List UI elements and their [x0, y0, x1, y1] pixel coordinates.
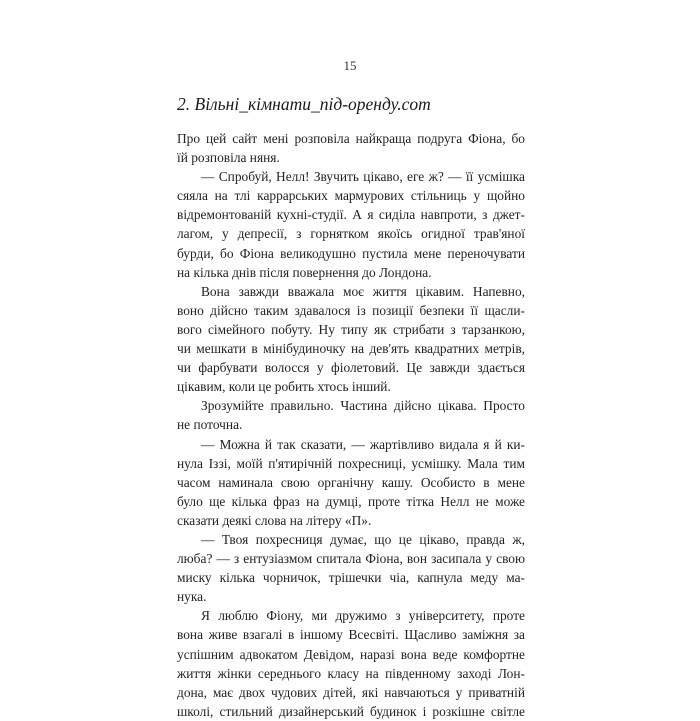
text-line: Зрозумійте правильно. Частина дійсно цікава. Просто — [201, 398, 525, 414]
text-line: сказати деякі слова на літеру «П». — [177, 512, 372, 528]
text-line: дона, має двох чудових дітей, які навчаються у приватній — [177, 684, 525, 700]
text-line: часом наминала свою органічну кашу. Особисто в мене — [177, 474, 525, 490]
text-line: було ще кілька фраз на думці, проте тітка Нелл не може — [177, 493, 525, 509]
text-line: люба? — з ентузіазмом спитала Фіона, вон засипала у свою — [177, 551, 525, 567]
text-line: чи фарбувати волосся у фіолетовий. Це завжди здається — [177, 360, 525, 376]
text-line: — Твоя похресниця думає, що це цікаво, правда ж, — [201, 531, 525, 547]
text-line: успішним адвокатом Девідом, наразі вона веде комфортне — [177, 646, 525, 662]
text-line: школі, стильний дизайнерський будинок і розкішне світле — [177, 703, 525, 719]
text-line: бурди, бо Фіона великодушно пустила мене переночувати — [177, 245, 525, 261]
text-line: сяяла на тлі каррарських мармурових стільниць у щойно — [177, 188, 525, 204]
text-line: їй розповіла няня. — [177, 150, 280, 166]
text-line: цікавим, коли це робить хтось інший. — [177, 379, 391, 395]
chapter-title: 2. Вільні_кімнати_під-оренду.com — [177, 94, 431, 114]
page-number: 15 — [343, 58, 357, 73]
text-line: лагом, у депресії, з горнятком якоїсь огидної трав'яної — [177, 226, 525, 242]
text-line: вого сімейного побуту. Ну типу як стрибати з тарзанкою, — [177, 321, 525, 337]
text-line: — Можна й так сказати, — жартівливо видала я й ки- — [201, 436, 525, 452]
text-line: Вона завжди вважала моє життя цікавим. Напевно, — [201, 283, 525, 299]
text-line: воно дійсно таким здавалося із позиції безпеки її щасли- — [177, 302, 525, 318]
text-line: Я люблю Фіону, ми дружимо з університету, проте — [201, 608, 525, 624]
text-line: на кілька днів після повернення до Лондона. — [177, 264, 432, 280]
text-line: — Спробуй, Нелл! Звучить цікаво, еге ж? — її усмішка — [201, 169, 525, 185]
text-line: вона живе взагалі в іншому Всесвіті. Щасливо заміжня за — [177, 627, 525, 643]
body-text — [177, 129, 525, 721]
text-line: не поточна. — [177, 417, 243, 433]
text-line: Про цей сайт мені розповіла найкраща подруга Фіона, бо — [177, 131, 525, 146]
text-line: відремонтованій кухні-студії. А я сиділа навпроти, з джет- — [177, 207, 525, 223]
text-line: нула Іззі, моїй п'ятирічній похресниці, усмішку. Мала тим — [177, 455, 525, 471]
text-line: миску кілька чорничок, трішечки чіа, капнула меду ма- — [177, 570, 525, 586]
text-line: чи мешкати в мінібудиночку на дев'ять квадратних метрів, — [177, 341, 525, 357]
text-line: нука. — [177, 589, 207, 605]
text-line: життя жінки середнього класу на південному заході Лон- — [177, 665, 525, 681]
